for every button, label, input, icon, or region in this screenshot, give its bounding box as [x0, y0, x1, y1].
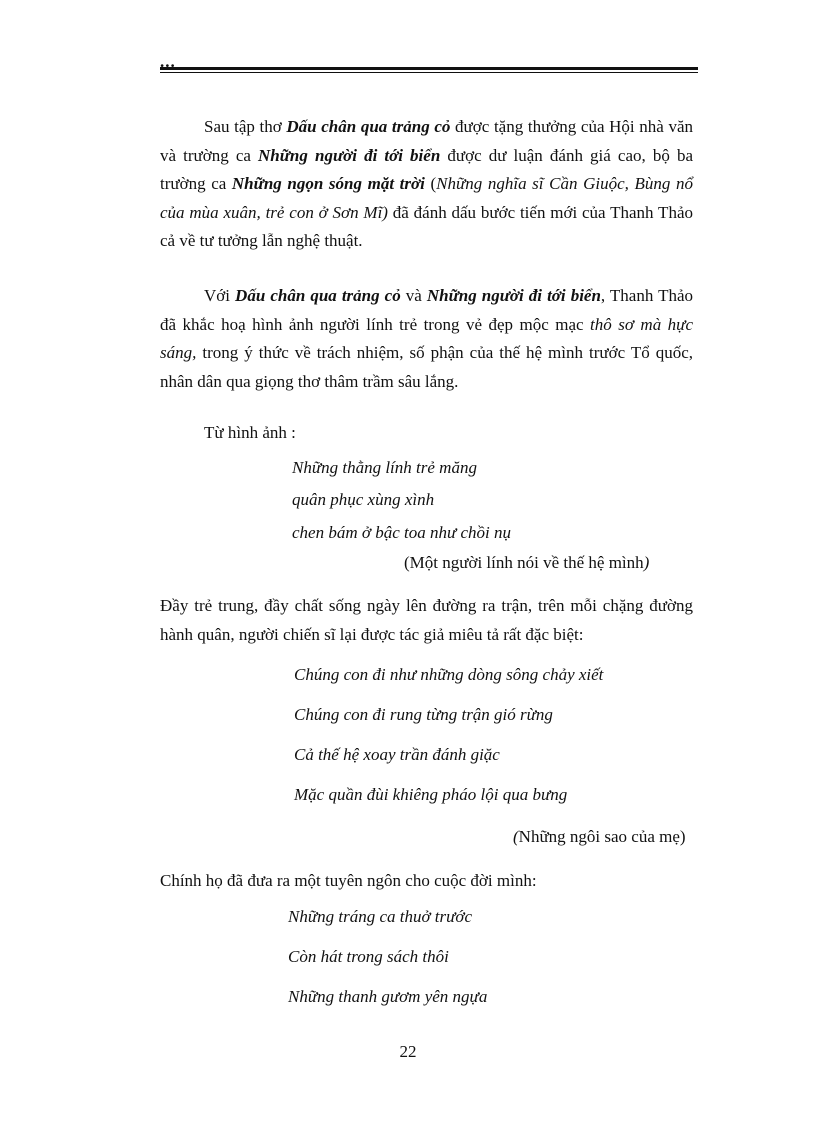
verse2-line-3: Cả thế hệ xoay trần đánh giặc: [294, 745, 500, 764]
page-number: 22: [399, 1042, 417, 1061]
header-ellipsis: ...: [160, 52, 176, 71]
p1-title-3: Những ngọn sóng mặt trời: [231, 174, 425, 193]
p2-text-4: trong ý thức về trách nhiệm, số phận của thế hệ mình trước Tổ quốc, nhân dân qua giọng thơ thâm trầm sâu lắng.: [160, 343, 693, 391]
paragraph-4: Đầy trẻ trung, đầy chất sống ngày lên đường ra trận, trên mỗi chặng đường hành quân, người chiến sĩ lại được tác giả miêu tả rất đặc biệt:: [160, 596, 693, 644]
p1-title-1: Dấu chân qua trảng cỏ: [286, 117, 451, 136]
p2-title-1: Dấu chân qua trảng cỏ: [235, 286, 401, 305]
verse2-line-1: Chúng con đi như những dòng sông chảy xiết: [294, 665, 604, 684]
p2-title-2: Những người đi tới biển: [426, 286, 601, 305]
p2-text-1: Với: [204, 286, 236, 305]
source-2-open: (: [513, 827, 519, 846]
p2-text-3: , Thanh Thảo đã khắc hoạ hình ảnh người lính trẻ trong vẻ đẹp mộc mạc: [160, 286, 694, 334]
p1-title-2: Những người đi tới biển: [258, 145, 441, 165]
verse2-line-4: Mặc quần đùi khiêng pháo lội qua bưng: [294, 785, 568, 804]
header-rule: [160, 67, 698, 73]
p1-text-1: Sau tập thơ: [204, 117, 287, 136]
verse1-line-1: Những thằng lính trẻ măng: [292, 458, 477, 477]
verse3-line-2: Còn hát trong sách thôi: [288, 947, 449, 966]
p1-italic-1: Những nghĩa sĩ Cần Giuộc, Bùng nổ của mùa xuân, trẻ con ở Sơn Mĩ): [160, 174, 693, 222]
paragraph-1: [160, 113, 693, 256]
paragraph-5: Chính họ đã đưa ra một tuyên ngôn cho cuộc đời mình:: [160, 871, 537, 890]
p1-text-2: được tặng thưởng của Hội nhà văn và trường ca: [160, 117, 693, 165]
verse1-line-2: quân phục xùng xình: [292, 490, 435, 509]
paragraph-2: [160, 282, 693, 396]
source-2: [513, 827, 686, 847]
p1-text-4: (: [424, 174, 437, 193]
p2-text-2: và: [400, 286, 427, 305]
source-1-text: (Một người lính nói về thế hệ mình: [404, 553, 644, 572]
verse3-line-3: Những thanh gươm yên ngựa: [288, 987, 488, 1006]
paragraph-3: Từ hình ảnh :: [204, 423, 296, 442]
p2-italic-1: thô sơ mà hực sáng,: [160, 314, 693, 362]
source-2-text: Những ngôi sao của mẹ): [518, 827, 686, 846]
verse3-line-1: Những tráng ca thuở trước: [288, 907, 473, 926]
verse2-line-2: Chúng con đi rung từng trận gió rừng: [294, 705, 553, 724]
p1-text-5: đã đánh dấu bước tiến mới của Thanh Thảo cả về tư tưởng lẫn nghệ thuật.: [160, 202, 693, 250]
verse1-line-3: chen bám ở bậc toa như chồi nụ: [292, 523, 511, 542]
p1-text-3: được dư luận đánh giá cao, bộ ba trường ca: [160, 145, 693, 193]
source-1: [404, 553, 649, 573]
source-1-close: ): [643, 553, 650, 572]
